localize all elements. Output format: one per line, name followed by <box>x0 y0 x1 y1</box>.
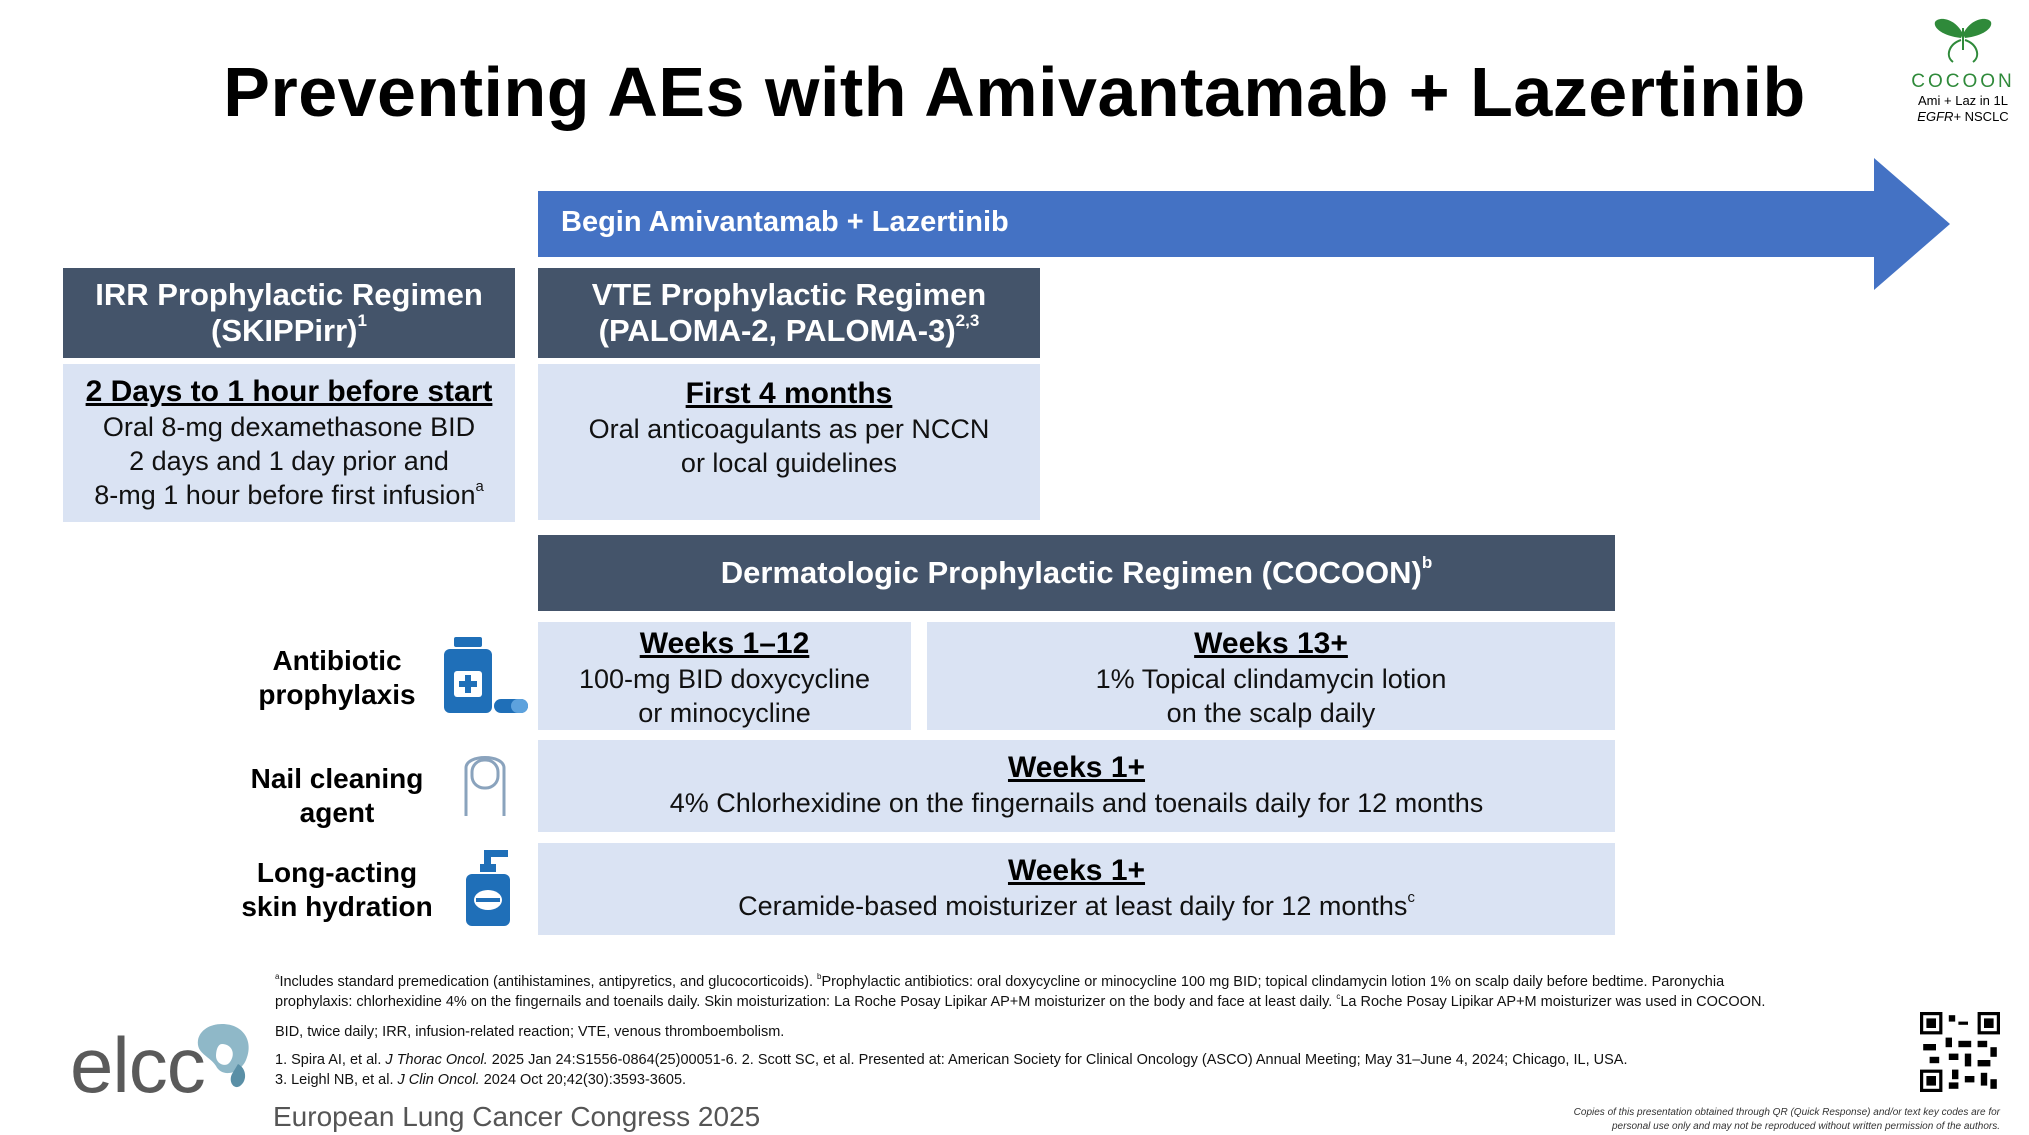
row-label-hydration: Long-acting skin hydration <box>241 857 433 922</box>
qr-code-icon[interactable] <box>1920 1012 2000 1092</box>
slide-title: Preventing AEs with Amivantamab + Lazertinib <box>223 53 1806 131</box>
cocoon-line1: Ami + Laz in 1L <box>1918 93 2008 108</box>
elcc-logo-text: elcc <box>70 1021 205 1109</box>
hydration-weeks-box: Weeks 1+ Ceramide-based moisturizer at least daily for 12 months$^c$ <box>538 843 1615 935</box>
congress-name: European Lung Cancer Congress 2025 <box>273 1101 761 1132</box>
footnote-ab: $^a$Includes standard premedication (antihistamines, antipyretics, and glucocorticoids). $^b$Prophylactic antibiotics: oral doxycycline or minocycline 100 mg BID; topical clindamycin lotion 1% on scalp daily before bedtime. Paronychia prophylaxis: chlorhexidine 4% on the fingernails and toenails daily. Skin moisturization: La Roche Posay Lipikar AP+M moisturizer on the body and face at least daily. $^c$La Roche Posay Lipikar AP+M moisturizer was used in COCOON. <box>275 971 1766 1010</box>
fingernail-icon <box>458 748 512 818</box>
timeline-arrow-label: Begin Amivantamab + Lazertinib <box>561 206 1009 238</box>
footnote-abbreviations: BID, twice daily; IRR, infusion-related reaction; VTE, venous thromboembolism. <box>275 1024 785 1040</box>
vte-line2: or local guidelines <box>680 448 898 478</box>
cocoon-wordmark: COCOON <box>1911 71 2015 92</box>
butterfly-icon <box>1931 14 1995 66</box>
row-label-antibiotic: Antibiotic prophylaxis <box>258 645 416 710</box>
irr-header: IRR Prophylactic Regimen (SKIPPirr)$^1$ <box>63 268 515 358</box>
cocoon-logo <box>1900 14 2026 125</box>
irr-line2: 2 days and 1 day prior and <box>129 446 449 476</box>
antibiotic-weeks-1-12-box: Weeks 1–12 100-mg BID doxycycline or minocycline <box>538 622 911 730</box>
derm-header: Dermatologic Prophylactic Regimen (COCOON)$^b$ <box>538 535 1615 611</box>
cocoon-line2: EGFR+ NSCLC <box>1917 109 2009 124</box>
irr-line3: 8-mg 1 hour before first infusion$^a$ <box>94 479 484 510</box>
medicine-bottle-icon <box>440 635 530 717</box>
row-label-nail: Nail cleaning agent <box>250 763 424 828</box>
vte-subheading: First 4 months <box>685 377 893 410</box>
vte-line1: Oral anticoagulants as per NCCN <box>588 414 990 444</box>
irr-line1: Oral 8-mg dexamethasone BID <box>102 412 476 442</box>
vte-header: VTE Prophylactic Regimen (PALOMA-2, PALOMA-3)$^{2,3}$ <box>538 268 1040 358</box>
copyright-notice: Copies of this presentation obtained through QR (Quick Response) and/or text key codes are for personal use only and may not be reproduced without written permission of the authors. <box>1573 1107 2000 1132</box>
lotion-pump-icon <box>462 848 518 928</box>
antibiotic-weeks-13-box: Weeks 13+ 1% Topical clindamycin lotion on the scalp daily <box>927 622 1615 730</box>
irr-subheading: 2 Days to 1 hour before start <box>85 375 493 408</box>
irr-box <box>63 364 515 522</box>
footnote-references: 1. Spira AI, et al. J Thorac Oncol. 2025 Jan 24:S1556-0864(25)00051-6. 2. Scott SC, et al. Presented at: American Society for Clinical Oncology (ASCO) Annual Meeting; May 31–June 4, 2024; Chicago, IL, USA. 3. Leighl NB, et al. J Clin Oncol. 2024 Oct 20;42(30):3593-3605. <box>275 1052 1628 1088</box>
nail-weeks-box: Weeks 1+ 4% Chlorhexidine on the fingernails and toenails daily for 12 months <box>538 740 1615 832</box>
vte-box <box>538 364 1040 520</box>
